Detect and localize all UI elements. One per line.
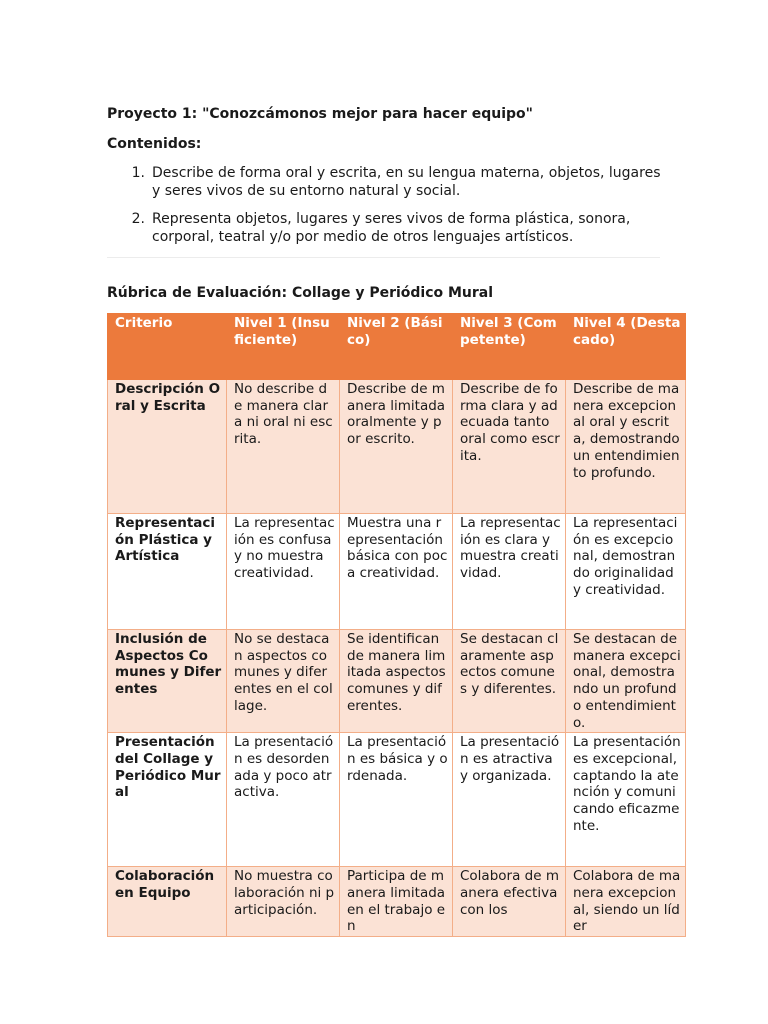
list-item [107,210,667,246]
list-text: Describe de forma oral y escrita, en su lengua materna, objetos, lugares y seres vivos de su entorno natural y social. [152,165,661,199]
criterio-cell: Presentación del Collage y Periódico Mural [108,733,227,867]
project-title: Proyecto 1: "Conozcámonos mejor para hacer equipo" [107,106,533,122]
table-header-row [108,314,686,380]
criterio-cell: Colaboración en Equipo [108,867,227,937]
table-cell: Se destacan de manera excepcional, demostrando un profundo entendimiento. [566,630,686,733]
rubric-title: Rúbrica de Evaluación: Collage y Periódico Mural [107,285,494,301]
table-row [108,867,686,937]
list-number: 2. [131,211,145,227]
table-cell: Muestra una representación básica con poca creatividad. [340,514,453,630]
header-nivel-2: Nivel 2 (Básico) [340,314,453,380]
table-cell: No muestra colaboración ni participación. [227,867,340,937]
list-text: Representa objetos, lugares y seres vivos de forma plástica, sonora, corporal, teatral y/o por medio de otros lenguajes artísticos. [152,211,631,245]
table-row [108,514,686,630]
table-cell: La presentación es atractiva y organizada. [453,733,566,867]
table-cell: La representación es clara y muestra creatividad. [453,514,566,630]
rubric-table [107,313,686,937]
table-cell: La presentación es básica y ordenada. [340,733,453,867]
header-nivel-1: Nivel 1 (Insuficiente) [227,314,340,380]
criterio-cell: Inclusión de Aspectos Comunes y Diferentes [108,630,227,733]
table-cell: Se destacan claramente aspectos comunes y diferentes. [453,630,566,733]
criterio-cell: Representación Plástica y Artística [108,514,227,630]
table-cell: Colabora de manera efectiva con los [453,867,566,937]
table-row [108,733,686,867]
criterio-cell: Descripción Oral y Escrita [108,380,227,514]
contents-heading: Contenidos: [107,136,202,152]
table-cell: La representación es confusa y no muestra creatividad. [227,514,340,630]
header-nivel-3: Nivel 3 (Competente) [453,314,566,380]
section-divider [107,257,660,258]
table-cell: Describe de manera excepcional oral y escrita, demostrando un entendimiento profundo. [566,380,686,514]
list-number: 1. [131,165,145,181]
table-cell: La presentación es excepcional, captando la atención y comunicando eficazmente. [566,733,686,867]
table-cell: Describe de manera limitada oralmente y por escrito. [340,380,453,514]
table-cell: Participa de manera limitada en el trabajo en [340,867,453,937]
table-cell: La representación es excepcional, demostrando originalidad y creatividad. [566,514,686,630]
table-cell: Describe de forma clara y adecuada tanto oral como escrita. [453,380,566,514]
table-cell: Colabora de manera excepcional, siendo un líder [566,867,686,937]
list-item [107,164,667,200]
contents-list [107,164,667,256]
table-cell: No se destacan aspectos comunes y diferentes en el collage. [227,630,340,733]
header-criterio: Criterio [108,314,227,380]
table-cell: La presentación es desordenada y poco atractiva. [227,733,340,867]
table-cell: Se identifican de manera limitada aspectos comunes y diferentes. [340,630,453,733]
table-row [108,380,686,514]
table-cell: No describe de manera clara ni oral ni escrita. [227,380,340,514]
header-nivel-4: Nivel 4 (Destacado) [566,314,686,380]
table-row [108,630,686,733]
